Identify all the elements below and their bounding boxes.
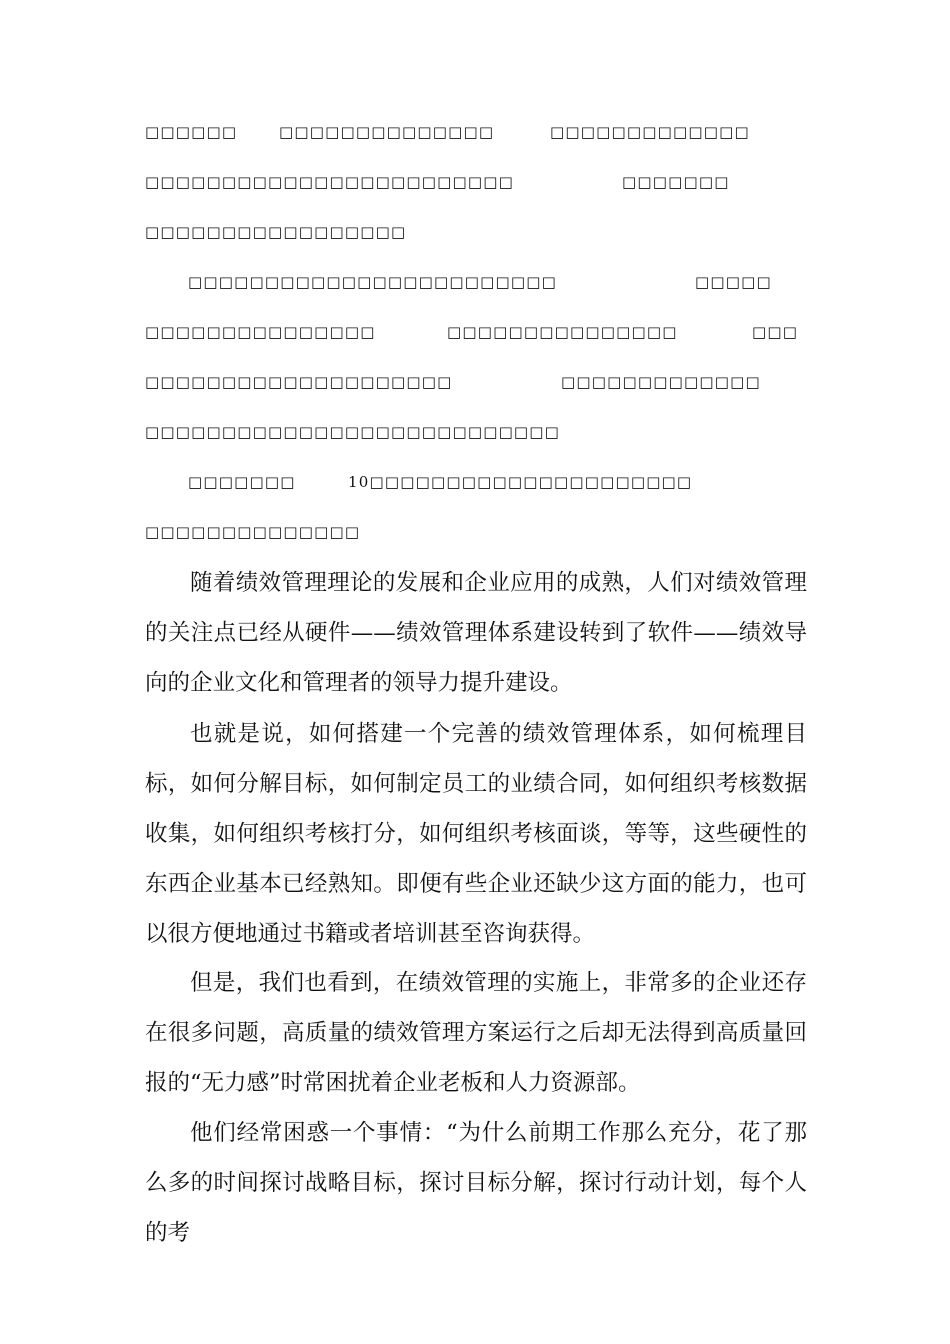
garbled-line: □□□□□□□ (622, 173, 730, 191)
body-paragraph: 但是，我们也看到，在绩效管理的实施上，非常多的企业还存在很多问题，高质量的绩效管理方案运行之后却无法得到高质量回报的“无力感”时常困扰着企业老板和人力资源部。 (145, 970, 807, 1096)
garbled-line: □□□□□□□□□□□□□□□□□□□□□□□□ (188, 273, 557, 291)
garbled-line: □□□□□□□□□□□□□□□□□□□□□□□□ (145, 173, 514, 191)
garbled-line: □□□□□□ (145, 123, 238, 141)
garbled-line: □□□□□□□□□□□□□□□ (447, 323, 678, 341)
garbled-line: □□□□□□□□□□□□□□ (145, 523, 361, 541)
garbled-line: □□□□□ (695, 273, 772, 291)
garbled-line: □□□□□□□ (188, 473, 296, 491)
body-paragraph: 他们经常困惑一个事情：“为什么前期工作那么充分，花了那么多的时间探讨战略目标，探讨目标分解，探讨行动计划，每个人的考 (145, 1120, 807, 1246)
garbled-line: 10□□□□□□□□□□□□□□□□□□□□□ (348, 473, 693, 491)
body-paragraph: 也就是说，如何搭建一个完善的绩效管理体系，如何梳理目标，如何分解目标，如何制定员工的业绩合同，如何组织考核数据收集，如何组织考核打分，如何组织考核面谈，等等，这些硬性的东西企业基本已经熟知。即便有些企业还缺少这方面的能力，也可以很方便地通过书籍或者培训甚至咨询获得。 (145, 721, 807, 947)
garbled-line: □□□ (752, 323, 799, 341)
garbled-line: □□□□□□□□□□□□□□□□□□□□ (145, 373, 453, 391)
garbled-line: □□□□□□□□□□□□□□□□□ (145, 223, 407, 241)
body-paragraph: 随着绩效管理理论的发展和企业应用的成熟，人们对绩效管理的关注点已经从硬件——绩效管理体系建设转到了软件——绩效导向的企业文化和管理者的领导力提升建设。 (145, 570, 807, 696)
garbled-line: □□□□□□□□□□□□□□ (279, 123, 495, 141)
garbled-line: □□□□□□□□□□□□□ (561, 373, 761, 391)
garbled-line: □□□□□□□□□□□□□□□ (145, 323, 376, 341)
garbled-line: □□□□□□□□□□□□□ (550, 123, 750, 141)
garbled-line: □□□□□□□□□□□□□□□□□□□□□□□□□□□ (145, 423, 561, 441)
